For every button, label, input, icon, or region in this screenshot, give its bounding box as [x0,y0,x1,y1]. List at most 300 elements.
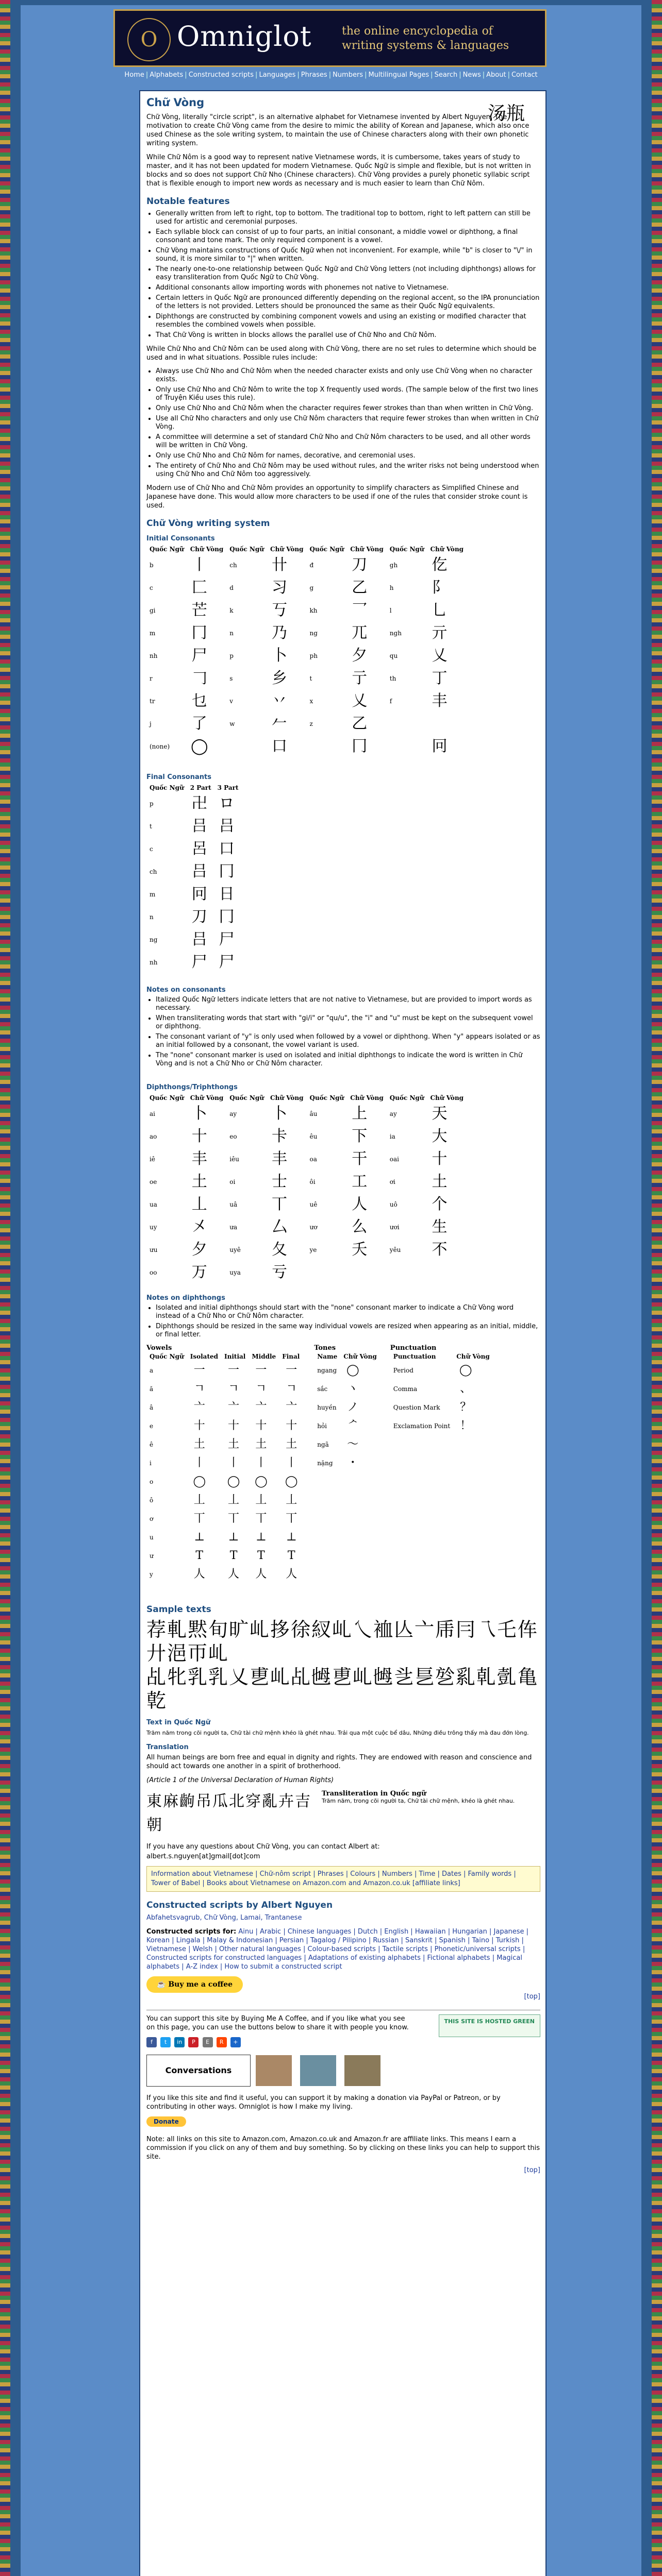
table-cell [187,713,227,735]
table-row [146,1361,304,1380]
script-glyph: 夭 [352,1241,368,1259]
table-cell: hỏi [317,1422,327,1430]
table-cell [221,1380,249,1398]
table-cell: ch [229,562,237,569]
script-glyph: 上 [352,1105,368,1123]
script-glyph: T [287,1549,295,1562]
column-header: Chữ Vòng [456,1353,490,1360]
script-glyph: 丨 [286,1456,297,1469]
table-row [314,1454,380,1472]
nav-numbers[interactable]: Numbers [333,71,363,79]
table-cell [279,1472,304,1491]
table-cell [214,838,242,860]
list-item: • Only use Chữ Nho and Chữ Nôm to write the top X frequently used words. (The sample below of the first two lines of Truyện Kiều uses this rule). [156,386,540,402]
table-cell [187,1171,227,1193]
table-row [146,554,467,577]
table-cell [221,1472,249,1491]
script-glyph: 尸 [191,647,207,665]
table-cell [187,645,227,667]
translation-text: All human beings are born free and equal in dignity and rights. They are endowed with reason and conscience and should act towards one another in a spirit of brotherhood. [146,1754,532,1770]
table-cell [347,713,387,735]
column-header: Chữ Vòng [190,546,224,553]
table-cell [427,577,467,599]
table-cell: ươ [309,1224,318,1231]
vowels-tones-punct-group [146,1344,540,1584]
script-glyph: 仡 [432,556,448,574]
table-cell [427,1261,467,1284]
punctuation-block [390,1344,493,1584]
script-glyph: 卜 [191,1105,207,1123]
table-cell: ng [309,630,318,637]
table-cell [187,883,214,906]
table-cell: m [150,891,156,898]
column-header: Quốc Ngữ [150,546,184,553]
table-cell: n [150,913,154,921]
table-cell: Question Mark [393,1404,440,1411]
script-glyph: 冂 [191,624,207,642]
script-glyph: 丄 [228,1494,240,1506]
features-heading: Notable features [146,196,230,207]
nav-news[interactable]: News [462,71,481,79]
script-glyph: 冂 [219,862,235,880]
script-glyph: 丅 [286,1512,297,1525]
table-row [146,1216,467,1239]
table-cell [187,1125,227,1148]
script-glyph: 一 [228,1364,240,1377]
share-twitter-button[interactable]: t [160,2037,171,2047]
left-border-decoration [0,0,10,2576]
mixing-rules-list [146,367,540,479]
share-reddit-button[interactable]: R [217,2037,227,2047]
table-cell [340,1380,380,1398]
script-glyph: 十 [432,1150,448,1168]
table-cell [340,1435,380,1454]
script-glyph: 刀 [191,908,207,926]
table-cell: đ [309,562,314,569]
table-cell [427,1125,467,1148]
table-cell [279,1435,304,1454]
script-glyph: 干 [352,1150,368,1168]
nav-search[interactable]: Search [434,71,458,79]
share-more-button[interactable]: + [230,2037,241,2047]
nav-home[interactable]: Home [124,71,144,79]
table-cell [187,1417,221,1435]
script-glyph: ◯ [459,1364,472,1377]
script-glyph: ᄼ [347,1419,358,1432]
back-to-top-link[interactable]: [top] [524,1993,540,2001]
table-cell [249,1417,279,1435]
script-glyph: 冋 [432,737,448,755]
table-row [146,1239,467,1261]
tones-table [314,1352,380,1472]
script-glyph: ◯ [285,1475,298,1488]
table-cell [267,1125,307,1148]
table-cell [427,1171,467,1193]
title-script-sample: 汤瓶 [487,103,525,124]
table-cell [187,690,227,713]
table-row [146,1547,304,1565]
script-glyph: 十 [286,1419,297,1432]
table-cell [187,1491,221,1510]
right-border-decoration [652,0,662,2576]
column-header: Middle [252,1353,276,1360]
table-cell [279,1380,304,1398]
constructed-for-paragraph [146,1927,540,1971]
table-row [146,1398,304,1417]
table-cell: (none) [150,743,170,750]
list-item: • Only use Chữ Nho and Chữ Nôm for names, decorative, and ceremonial uses. [156,452,540,460]
sample-text-image-1: 荐軋黙旬旷乢拸徐紁乢乀裇亾亠乕冃乁乇伡廾浥帀乢 [146,1618,539,1665]
table-cell: c [150,845,153,853]
script-glyph: 尸 [191,953,207,971]
table-cell [187,860,214,883]
list-item: • Use all Chữ Nho characters and only use Chữ Nôm characters that require fewer strokes than when written in Chữ Vòng. [156,415,540,431]
script-glyph: 亠 [193,1401,205,1414]
table-cell [279,1491,304,1510]
table-cell [249,1472,279,1491]
table-row [390,1380,493,1398]
script-glyph: 一 [286,1364,297,1377]
quoc-ngu-heading: Text in Quốc Ngữ [146,1719,211,1726]
script-glyph: 夕 [191,1241,207,1259]
nav-phrases[interactable]: Phrases [301,71,327,79]
list-item: • Diphthongs should be resized in the same way individual vowels are resized when appearing as an initial, middle, or final letter. [156,1323,540,1339]
table-row [146,1565,304,1584]
table-cell: oa [309,1156,317,1163]
constructed-by-author-list[interactable]: Abfahetsvagrub, Chữ Vòng, Lamai, Trantanese [146,1914,302,1922]
script-glyph: 卜 [272,1105,288,1123]
nav-languages[interactable]: Languages [259,71,296,79]
table-cell: êu [309,1133,318,1140]
script-glyph: 乡 [272,669,288,687]
table-row [146,928,242,951]
script-glyph: 乙 [352,579,368,597]
column-header: Initial [224,1353,246,1360]
column-header: Isolated [190,1353,219,1360]
table-cell [427,667,467,690]
table-cell: iê [150,1156,155,1163]
script-glyph: 口 [219,840,235,858]
table-cell [267,667,307,690]
script-glyph: 丅 [228,1512,240,1525]
share-linkedin-button[interactable]: in [174,2037,185,2047]
script-glyph: 万 [191,1263,207,1281]
table-cell: h [389,584,394,591]
podcast-thumbnail[interactable] [344,2055,380,2086]
table-cell [187,1435,221,1454]
table-cell [340,1361,380,1380]
script-glyph: 卄 [272,556,288,574]
script-glyph: 人 [286,1568,297,1581]
table-cell [267,735,307,758]
table-cell [453,1398,493,1417]
table-row [146,1261,467,1284]
table-cell: m [150,630,156,637]
page-frame [21,5,641,2576]
table-cell: ô [150,1497,154,1504]
table-cell: c [150,584,153,591]
script-glyph: ⊥ [228,1531,239,1544]
table-cell: ưa [229,1224,238,1231]
table-cell [267,1216,307,1239]
table-row [146,1171,467,1193]
column-header: 2 Part [190,784,211,791]
table-row [146,1454,304,1472]
script-glyph: ◯ [227,1475,240,1488]
table-cell: ôi [309,1178,316,1185]
podcast-thumbnail[interactable] [300,2055,336,2086]
green-hosting-badge[interactable]: THIS SITE IS HOSTED GREEN [439,2014,540,2037]
script-glyph: 尸 [219,953,235,971]
table-cell [267,1239,307,1261]
table-cell [187,554,227,577]
contact-email: albert.s.nguyen[at]gmail[dot]com [146,1853,260,1860]
nav-contact[interactable]: Contact [511,71,538,79]
table-cell: ơ [150,1515,154,1522]
list-item: • When transliterating words that start with "gi/i" or "qu/u", the "i" and "u" must be kept on the subsequent vowel or diphthong. [156,1014,540,1031]
script-glyph: 卡 [272,1127,288,1145]
table-cell [453,1380,493,1398]
table-cell: ă [150,1385,154,1393]
script-glyph: ～ [347,1438,359,1451]
table-row [390,1417,493,1435]
table-cell [249,1435,279,1454]
table-cell [249,1398,279,1417]
table-cell [214,860,242,883]
script-glyph: 亏 [272,1263,288,1281]
share-pinterest-button[interactable]: P [188,2037,198,2047]
table-cell [187,815,214,838]
nav-constructed-scripts[interactable]: Constructed scripts [188,71,254,79]
table-cell [267,1103,307,1125]
table-row [390,1398,493,1417]
table-cell [347,735,387,758]
table-cell: uâ [229,1201,238,1208]
table-cell: d [229,584,234,591]
site-tagline: the online encyclopedia of writing systems & languages [342,25,509,52]
punctuation-label: Punctuation [390,1344,437,1352]
buy-me-a-coffee-button[interactable]: ☕ Buy me a coffee [146,1976,243,1993]
script-glyph: 士 [272,1173,288,1191]
table-cell [221,1435,249,1454]
table-cell [347,577,387,599]
table-row [146,1103,467,1125]
table-cell: ươi [389,1224,400,1231]
affiliate-note: Note: all links on this site to Amazon.com, Amazon.co.uk and Amazon.fr are affiliate links. This means I earn a commission if you click on any of them and buy something. So by clicking on these links you can help to support this site. [146,2136,540,2161]
script-glyph: 乛 [352,601,368,619]
table-row [314,1435,380,1454]
script-glyph: 阝 [432,579,448,597]
script-glyph: 日 [219,885,235,903]
coffee-label: Buy me a coffee [168,1980,233,1989]
table-row [146,1510,304,1528]
column-header: Punctuation [393,1353,436,1360]
table-cell [267,1193,307,1216]
writing-system-heading: Chữ Vòng writing system [146,518,270,529]
constructed-scripts-heading: Constructed scripts by Albert Nguyen [146,1900,333,1910]
table-cell: âu [309,1110,318,1117]
table-cell [187,1510,221,1528]
table-cell [187,1261,227,1284]
table-cell [347,1171,387,1193]
list-item: • The nearly one-to-one relationship between Quốc Ngữ and Chữ Vòng letters (not including diphthongs) allows for easy transliteration from Quốc Ngữ to Chữ Vòng. [156,265,540,282]
table-cell: uê [309,1201,318,1208]
table-cell [427,1193,467,1216]
table-cell: Exclamation Point [393,1422,451,1430]
mixing-paragraph: While Chữ Nho and Chữ Nôm can be used along with Chữ Vòng, there are no set rules to determine which should be used and in what situations. Possible rules include: [146,345,537,362]
table-cell [267,1148,307,1171]
main-nav: Home | Alphabets | Constructed scripts | Languages | Phrases | Numbers | Multilingual Pages | Search | News | About | Contact [101,69,561,80]
table-cell [340,1398,380,1417]
table-cell: ai [150,1110,155,1117]
table-cell [221,1417,249,1435]
table-cell [267,1171,307,1193]
table-cell [187,792,214,815]
list-item: • Chữ Vòng maintains constructions of Quốc Ngữ when not inconvenient. For example, while "b" is closer to "\/" in sound, it is more similar to "|" when written. [156,247,540,263]
donate-button[interactable]: Donate [146,2116,186,2127]
script-glyph: 厶 [272,1218,288,1236]
table-cell [249,1491,279,1510]
table-cell [221,1565,249,1584]
table-cell: ua [150,1201,157,1208]
podcast-thumbnail[interactable] [256,2055,292,2086]
table-cell [347,1148,387,1171]
table-cell [267,645,307,667]
table-row [146,690,467,713]
script-glyph: 一 [193,1364,205,1377]
list-item: • Italized Quốc Ngữ letters indicate letters that are not native to Vietnamese, but are provided to import words as necessary. [156,996,540,1012]
table-cell [226,735,267,758]
nav-multilingual-pages[interactable]: Multilingual Pages [368,71,429,79]
table-row [314,1417,380,1435]
table-cell: ph [309,652,318,659]
table-cell [187,1398,221,1417]
list-item: • That Chữ Vòng is written in blocks allows the parallel use of Chữ Nho and Chữ Nôm. [156,331,540,340]
script-glyph: 了 [191,715,207,733]
table-cell [221,1510,249,1528]
script-glyph: 丰 [272,1150,288,1168]
table-cell: z [309,720,313,727]
script-glyph: 丄 [255,1494,267,1506]
script-glyph: 十 [228,1419,240,1432]
table-cell [214,951,242,974]
table-cell [279,1528,304,1547]
podcast-banner[interactable]: Conversations [146,2055,251,2087]
table-row [146,1125,467,1148]
table-cell [387,713,427,735]
site-logo-text[interactable]: Omniglot [177,20,312,53]
table-cell: sắc [317,1385,328,1393]
script-glyph: 乂 [352,692,368,710]
logo-icon[interactable]: O [127,18,171,61]
related-links[interactable]: Information about Vietnamese | Chữ-nôm script | Phrases | Colours | Numbers | Time | Dates | Family words | Tower of Babel | Books about Vietnamese on Amazon.com and Amazon.co.uk [affiliate links] [151,1870,516,1887]
table-header-row [146,1093,467,1103]
table-cell [187,1239,227,1261]
table-row [314,1380,380,1398]
table-cell [187,599,227,622]
nav-about[interactable]: About [486,71,506,79]
translation-heading: Translation [146,1743,189,1751]
list-item: • A committee will determine a set of standard Chữ Nho and Chữ Nôm characters to be used, and all other words will be written in Chữ Vòng. [156,433,540,450]
table-cell: gh [389,562,398,569]
table-cell: gi [150,607,156,614]
table-cell [427,713,467,735]
script-glyph: ？ [460,1401,472,1414]
table-cell [221,1547,249,1565]
table-cell [427,599,467,622]
table-cell: t [150,823,152,830]
sample-3-transliteration: Trăm năm, trong cõi người ta, Chữ tài chữ mệnh, khéo là ghét nhau. [322,1798,515,1804]
list-item: • Only use Chữ Nho and Chữ Nôm when the character requires fewer strokes than than when written in Chữ Vòng. [156,404,540,413]
script-glyph: 亓 [432,624,448,642]
script-glyph: 丅 [255,1512,267,1525]
table-header-row [314,1352,380,1361]
script-glyph: 丨 [191,556,207,574]
nav-alphabets[interactable]: Alphabets [150,71,184,79]
list-item: • The consonant variant of "y" is only used when followed by a vowel or diphthong. When "y" appears isolated or as an initial followed by a consonant, the vowel variant is used. [156,1033,540,1049]
share-email-button[interactable]: E [203,2037,213,2047]
table-cell [221,1398,249,1417]
table-cell: huyền [317,1404,337,1411]
script-glyph: 呂 [191,840,207,858]
table-cell: oe [150,1178,157,1185]
script-glyph: ⊥ [194,1531,205,1544]
script-glyph: 十 [191,1127,207,1145]
back-to-top-link[interactable]: [top] [524,2166,540,2174]
list-item: • Diphthongs are constructed by combining component vowels and using an existing or modified character that resembles the combined vowels when possible. [156,313,540,329]
vowels-label: Vowels [146,1344,172,1352]
table-cell: yêu [389,1246,401,1253]
script-glyph: 丄 [286,1494,297,1506]
table-cell [267,1261,307,1284]
constructed-for-label: Constructed scripts for: [146,1928,237,1936]
table-cell: b [150,562,154,569]
table-cell [387,735,427,758]
table-cell: uy [150,1224,157,1231]
table-cell [187,1148,227,1171]
script-glyph: 吕 [191,817,207,835]
script-glyph: 土 [286,1438,297,1451]
script-glyph: ⊥ [256,1531,267,1544]
script-glyph: T [257,1549,265,1562]
script-glyph: 下 [352,1127,368,1145]
table-cell: ngang [317,1367,337,1374]
script-glyph: 十 [193,1419,205,1432]
table-cell: uô [389,1201,398,1208]
script-glyph: 㐅 [191,1218,207,1236]
table-cell [214,792,242,815]
top-link-2 [146,2166,540,2174]
script-glyph: 个 [432,1195,448,1213]
script-glyph: 习 [272,579,288,597]
table-cell [340,1454,380,1472]
share-facebook-button[interactable]: f [146,2037,157,2047]
table-cell [347,667,387,690]
table-row [314,1361,380,1380]
sample-3-caption-block [322,1790,518,1804]
table-cell [221,1361,249,1380]
intro-paragraph-2: While Chữ Nôm is a good way to represent native Vietnamese words, it is cumbersome, takes years of study to master, and it has not been updated for modern Vietnamese. Quốc Ngữ is simple and flexible, but is not written in blocks and so does not support Chữ Nho (Chinese characters). Chữ Vòng provides a purely phonetic syllabic script that is flexible enough to import new words as necessary and is much easier to learn than Chữ Nôm. [146,154,531,188]
script-glyph: 冋 [191,885,207,903]
table-cell [267,599,307,622]
script-glyph: 吕 [191,862,207,880]
table-cell [249,1565,279,1584]
table-cell [427,645,467,667]
table-cell [347,1261,387,1284]
constructed-for-links[interactable]: Ainu | Arabic | Chinese languages | Dutch | English | Hawaiian | Hungarian | Japanese | Korean | Lingala | Malay & Indonesian | Persian | Tagalog / Pilipino | Russian | Sanskrit | Spanish | Taino | Turkish | Vietnamese | Welsh | Other natural languages | Colour-based scripts | Tactile scripts | Phonetic/universal scripts | Constructed scripts for constructed languages | Adaptations of existing alphabets | Fictional alphabets | Magical alphabets | A-Z index | How to submit a constructed script [146,1928,529,1971]
script-glyph: ロ [219,794,235,812]
table-cell [279,1565,304,1584]
